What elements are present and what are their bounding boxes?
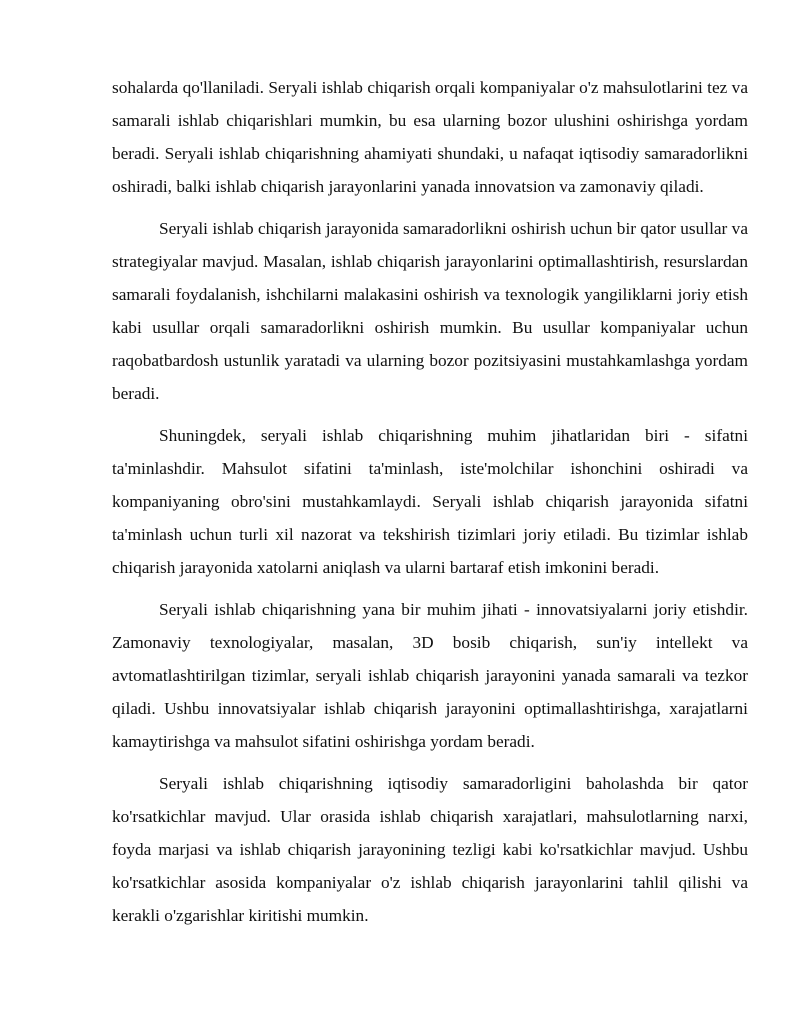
paragraph: Seryali ishlab chiqarish jarayonida samaradorlikni oshirish uchun bir qator usullar va strategiyalar mavjud. Masalan, ishlab chiqarish jarayonlarini optimallashtirish, resurslardan samarali foydalanish, ishchilarni malakasini oshirish va texnologik yangiliklarni joriy etish kabi usullar orqali samaradorlikni oshirish mumkin. Bu usullar kompaniyalar uchun raqobatbardosh ustunlik yaratadi va ularning bozor pozitsiyasini mustahkamlashga yordam beradi. [112,219,748,403]
paragraph-continued: sohalarda qo'llaniladi. Seryali ishlab chiqarish orqali kompaniyalar o'z mahsulotlarini tez va samarali ishlab chiqarishlari mumkin, bu esa ularning bozor ulushini oshirishga yordam beradi. Seryali ishlab chiqarishning ahamiyati shundaki, u nafaqat iqtisodiy samaradorlikni oshiradi, balki ishlab chiqarish jarayonlarini yanada innovatsion va zamonaviy qiladi. [112,78,748,196]
body-text [112,71,748,941]
paragraph: Shuningdek, seryali ishlab chiqarishning muhim jihatlaridan biri - sifatni ta'minlashdir. Mahsulot sifatini ta'minlash, iste'molchilar ishonchini oshiradi va kompaniyaning obro'sini mustahkamlaydi. Seryali ishlab chiqarish jarayonida sifatni ta'minlash uchun turli xil nazorat va tekshirish tizimlari joriy etiladi. Bu tizimlar ishlab chiqarish jarayonida xatolarni aniqlash va ularni bartaraf etish imkonini beradi. [112,426,748,577]
paragraph: Seryali ishlab chiqarishning iqtisodiy samaradorligini baholashda bir qator ko'rsatkichlar mavjud. Ular orasida ishlab chiqarish xarajatlari, mahsulotlarning narxi, foyda marjasi va ishlab chiqarish jarayonining tezligi kabi ko'rsatkichlar mavjud. Ushbu ko'rsatkichlar asosida kompaniyalar o'z ishlab chiqarish jarayonlarini tahlil qilishi va kerakli o'zgarishlar kiritishi mumkin. [112,774,748,925]
paragraph: Seryali ishlab chiqarishning yana bir muhim jihati - innovatsiyalarni joriy etishdir. Zamonaviy texnologiyalar, masalan, 3D bosib chiqarish, sun'iy intellekt va avtomatlashtirilgan tizimlar, seryali ishlab chiqarish jarayonini yanada samarali va tezkor qiladi. Ushbu innovatsiyalar ishlab chiqarish jarayonini optimallashtirishga, xarajatlarni kamaytirishga va mahsulot sifatini oshirishga yordam beradi. [112,600,748,751]
